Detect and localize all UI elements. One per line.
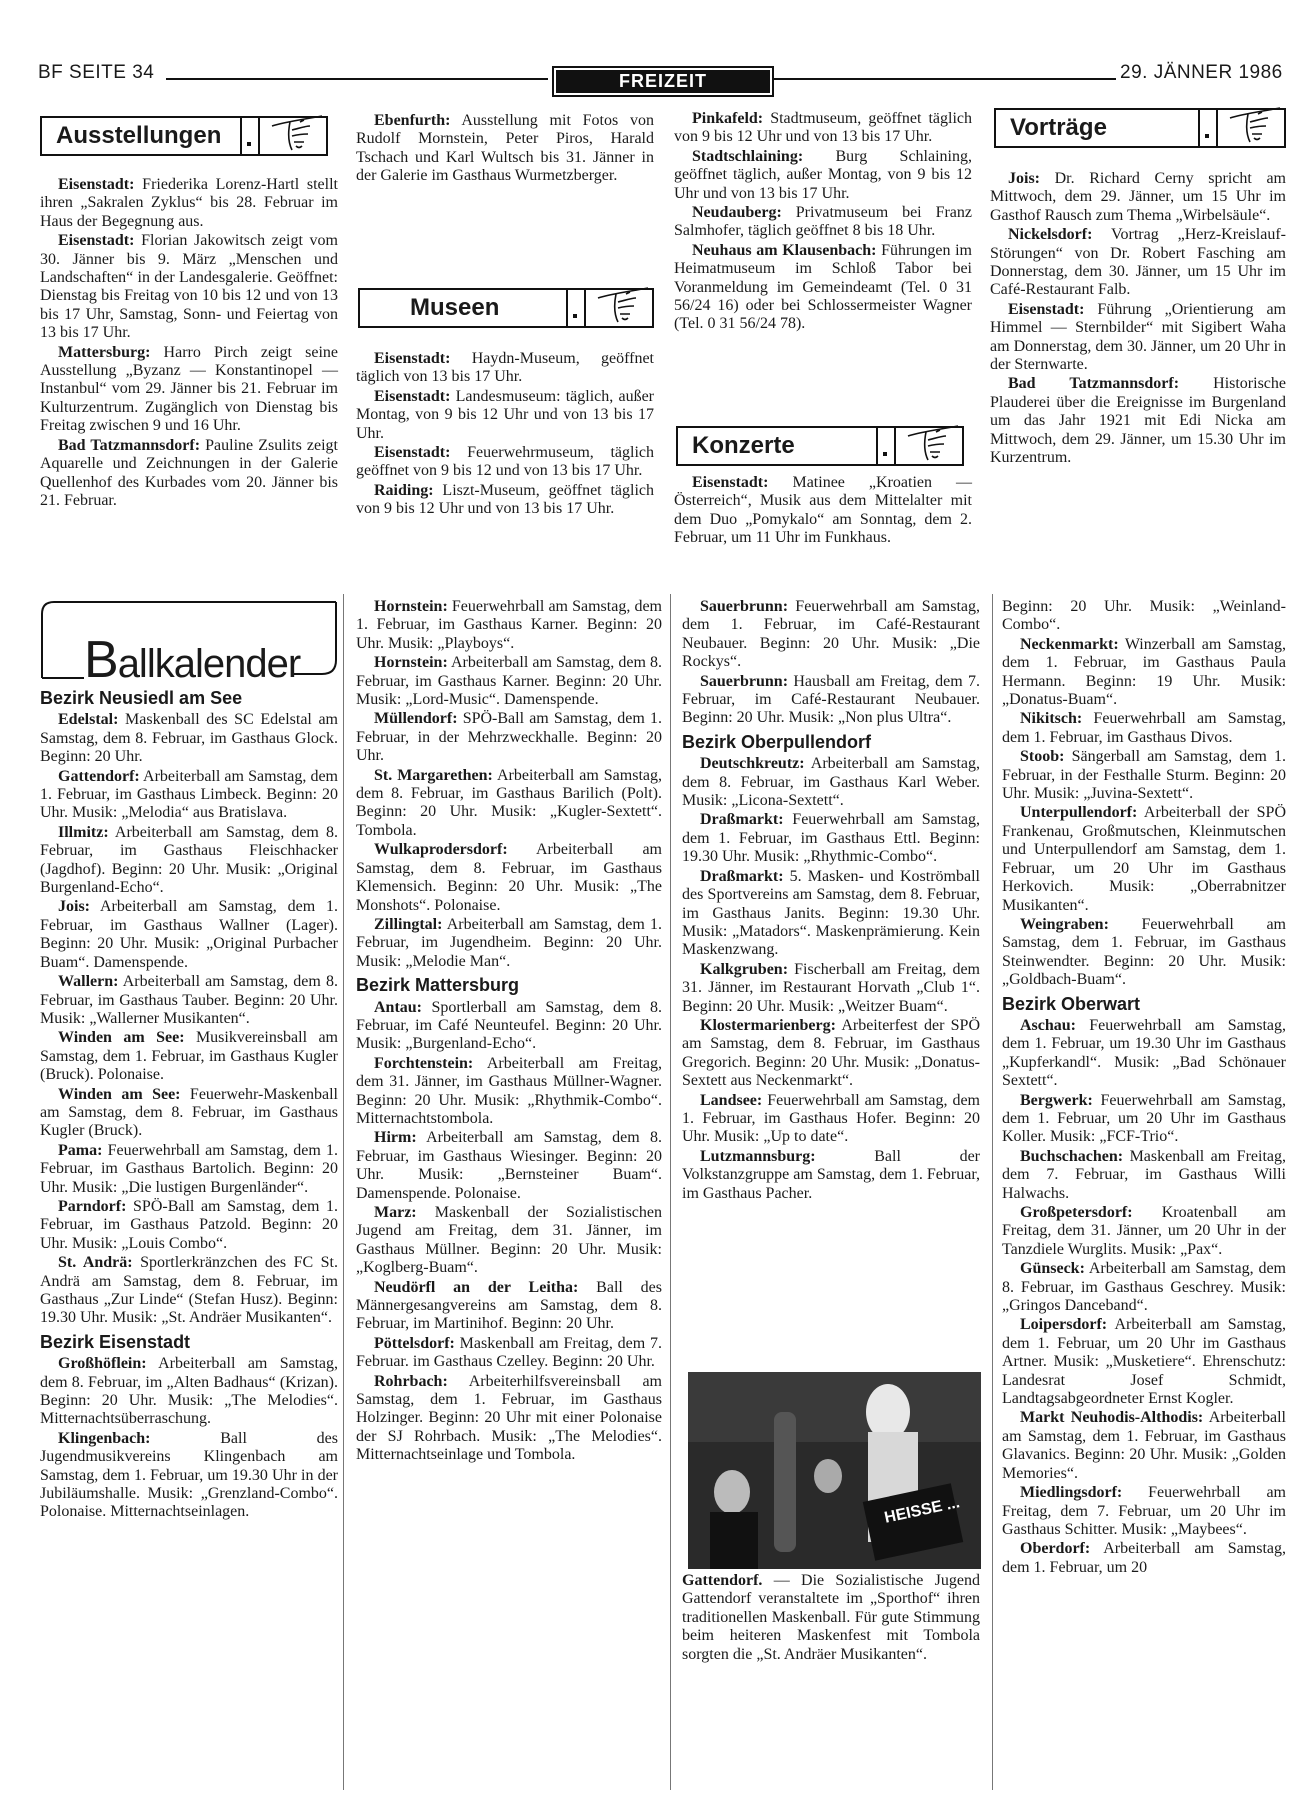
header-rule-left <box>166 78 548 80</box>
district-heading: Bezirk Neusiedl am See <box>40 688 243 708</box>
list-item: Klingenbach: Ball des Jugendmusikvereins Klingenbach am Samstag, dem 1. Februar, um 19.30 Uhr in der Jubiläumshalle. Musik: „Grenzland-Combo“. Polonaise. Mitternachtseinlagen. <box>40 1429 338 1521</box>
ballkalender-header <box>40 600 338 689</box>
section-title: Vorträge <box>1010 114 1107 141</box>
list-item: St. Margarethen: Arbeiterball am Samstag, dem 8. Februar, im Gasthaus Barilich (Polt). Beginn: 20 Uhr. Musik: „Kugler-Sextett“. Tombola. <box>356 766 662 839</box>
list-item: Neudauberg: Privatmuseum bei Franz Salmhofer, täglich geöffnet 8 bis 18 Uhr. <box>674 204 972 240</box>
photo-sign: HEISSE ... <box>882 1494 962 1527</box>
ball-column-4 <box>1002 598 1286 1578</box>
list-item: Buchschachen: Maskenball am Freitag, dem 7. Februar, im Gasthaus Willi Halwachs. <box>1002 1147 1286 1202</box>
list-item: Lutzmannsburg: Ball der Volkstanzgruppe am Samstag, dem 1. Februar, im Gasthaus Pacher. <box>682 1147 980 1202</box>
list-item: Landsee: Feuerwehrball am Samstag, dem 1. Februar, im Gasthaus Hofer. Beginn: 20 Uhr. Musik: „Up to date“. <box>682 1091 980 1146</box>
list-item: Eisenstadt: Matinee „Kroatien — Österreich“, Musik aus dem Mittelalter mit dem Duo „Pomykalo“ am Sonntag, dem 2. Februar, um 11 Uhr im Funkhaus. <box>674 474 972 547</box>
dot-box <box>876 428 894 464</box>
list-item: Neuhaus am Klausenbach: Führungen im Heimatmuseum im Schloß Tabor bei Voranmeldung im Gemeindeamt (Tel. 0 31 56/24 16) oder bei Schlossermeister Wagner (Tel. 0 31 56/24 78). <box>674 241 972 333</box>
list-item: Loipersdorf: Arbeiterball am Samstag, dem 1. Februar, um 20 Uhr im Gasthaus Artner. Musik: „Musketiere“. Ehrenschutz: Landesrat Josef Schmidt, Landtagsabgeordneter Ernst Kogler. <box>1002 1316 1286 1408</box>
dot-box <box>566 290 584 326</box>
list-item: Miedlingsdorf: Feuerwehrball am Freitag, dem 7. Februar, um 20 Uhr im Gasthaus Schitter. Musik: „Maybees“. <box>1002 1484 1286 1538</box>
issue-date: 29. JÄNNER 1986 <box>1120 62 1283 83</box>
list-item: Stadtschlaining: Burg Schlaining, geöffnet täglich, außer Montag, von 9 bis 12 Uhr und von 13 bis 17 Uhr. <box>674 147 972 202</box>
list-item: Oberdorf: Arbeiterball am Samstag, dem 1. Februar, um 20 <box>1002 1540 1286 1576</box>
list-item: Großpetersdorf: Kroatenball am Freitag, dem 31. Jänner, um 20 Uhr in der Tanzdiele Wurglits. Musik: „Pax“. <box>1002 1204 1286 1258</box>
list-item: Edelstal: Maskenball des SC Edelstal am Samstag, dem 8. Februar, im Gasthaus Glock. Beginn: 20 Uhr. <box>40 711 338 766</box>
list-item: Hornstein: Arbeiterball am Samstag, dem 8. Februar, im Gasthaus Karner. Beginn: 20 Uhr. Musik: „Lord-Music“. Damenspende. <box>356 654 662 709</box>
section-header-museen <box>358 288 654 328</box>
ball-column-2 <box>356 598 662 1466</box>
list-item: Stoob: Sängerball am Samstag, dem 1. Februar, in der Festhalle Sturm. Beginn: 20 Uhr. Musik: „Juvina-Sextett“. <box>1002 748 1286 803</box>
list-item: Bad Tatzmannsdorf: Pauline Zsulits zeigt Aquarelle und Zeichnungen in der Galerie Quellenhof des Kurbades vom 20. Jänner bis 21. Februar. <box>40 436 338 509</box>
list-item: Aschau: Feuerwehrball am Samstag, dem 1. Februar, um 19.30 Uhr im Gasthaus „Kupferkandl“. Musik: „Bad Schönauer Sextett“. <box>1002 1016 1286 1090</box>
list-item: Forchtenstein: Arbeiterball am Freitag, dem 31. Jänner, im Gasthaus Müllner-Wagner. Beginn: 20 Uhr. Musik: „Rhythmik-Combo“. Mitternachtstombola. <box>356 1054 662 1127</box>
rubric-box <box>552 66 774 97</box>
list-item: Eisenstadt: Florian Jakowitsch zeigt vom 30. Jänner bis 9. März „Menschen und Landschaften“ in der Landesgalerie. Geöffnet: Dienstag bis Freitag von 10 bis 12 und von 13 bis 17 Uhr, Samstag, Sonn- und Feiertag von 13 bis 17 Uhr. <box>40 232 338 342</box>
list-item: Jois: Arbeiterball am Samstag, dem 1. Februar, im Gasthaus Wallner (Lager). Beginn: 20 Uhr. Musik: „Original Purbacher Buam“. Damenspende. <box>40 898 338 971</box>
list-item: Großhöflein: Arbeiterball am Samstag, dem 8. Februar, im „Alten Badhaus“ (Krizan). Beginn: 20 Uhr. Musik: „The Melodies“. Mitternachtsüberraschung. <box>40 1355 338 1428</box>
list-item: Günseck: Arbeiterball am Samstag, dem 8. Februar, im Gasthaus Geschrey. Musik: „Gringos Danceband“. <box>1002 1260 1286 1315</box>
list-item: Unterpullendorf: Arbeiterball der SPÖ Frankenau, Großmutschen, Kleinmutschen und Unterpullendorf am Samstag, dem 1. Februar, um 20 Uhr im Gasthaus Herkovich. Musik: „Oberrabnitzer Musikanten“. <box>1002 804 1286 914</box>
pointing-hand-icon <box>258 118 326 154</box>
list-item: Bad Tatzmannsdorf: Historische Plauderei über die Ereignisse im Burgenland um das Jahr 1921 mit Edi Nicka am Mittwoch, dem 29. Jänner, um 15.30 Uhr im Kurzentrum. <box>990 375 1287 467</box>
section-title: Ausstellungen <box>56 122 222 149</box>
section-title: Museen <box>410 294 500 321</box>
list-item: Parndorf: SPÖ-Ball am Samstag, dem 1. Februar, im Gasthaus Patzold. Beginn: 20 Uhr. Musik: „Louis Combo“. <box>40 1197 338 1252</box>
list-item: Eisenstadt: Feuerwehrmuseum, täglich geöffnet von 9 bis 12 und von 13 bis 17 Uhr. <box>356 444 654 480</box>
konzerte-column <box>674 474 972 549</box>
rubric-label: FREIZEIT <box>619 71 707 91</box>
ballkalender-title: Ballkalender <box>84 631 301 689</box>
list-item: Illmitz: Arbeiterball am Samstag, dem 8. Februar, im Gasthaus Fleischhacker (Jagdhof). Beginn: 20 Uhr. Musik: „Original Burgenland-Echo“. <box>40 823 338 897</box>
list-item: Pama: Feuerwehrball am Samstag, dem 1. Februar, im Gasthaus Bartolich. Beginn: 20 Uhr. Musik: „Die lustigen Burgenländer“. <box>40 1141 338 1196</box>
section-header-konzerte <box>676 426 964 466</box>
list-item: Bergwerk: Feuerwehrball am Samstag, dem 1. Februar, um 20 Uhr im Gasthaus Koller. Musik: „FCF-Trio“. <box>1002 1091 1286 1146</box>
list-item: Winden am See: Musikvereinsball am Samstag, dem 1. Februar, im Gasthaus Kugler (Bruck). Polonaise. <box>40 1029 338 1084</box>
museen-column <box>356 350 654 520</box>
list-item: Wulkaprodersdorf: Arbeiterball am Samstag, dem 8. Februar, im Gasthaus Klemensich. Beginn: 20 Uhr. Musik: „The Monshots“. Polonaise. <box>356 841 662 914</box>
list-item: Eisenstadt: Führung „Orientierung am Himmel — Sternbilder“ mit Sigibert Waha am Donnerstag, dem 30. Jänner, um 20 Uhr in der Sternwarte. <box>990 300 1286 374</box>
district-heading: Bezirk Eisenstadt <box>40 1331 191 1352</box>
ausstellungen-column <box>40 176 338 511</box>
list-item: Sauerbrunn: Hausball am Freitag, dem 7. Februar, im Café-Restaurant Neubauer. Beginn: 20 Uhr. Musik: „Non plus Ultra“. <box>682 672 980 727</box>
list-item: Müllendorf: SPÖ-Ball am Samstag, dem 1. Februar, in der Mehrzweckhalle. Beginn: 20 Uhr. <box>356 710 662 765</box>
list-item: Draßmarkt: Feuerwehrball am Samstag, dem 1. Februar, im Gasthaus Ettl. Beginn: 19.30 Uhr. Musik: „Rhythmic-Combo“. <box>682 811 980 866</box>
list-item: Pöttelsdorf: Maskenball am Freitag, dem 7. Februar. im Gasthaus Czelley. Beginn: 20 Uhr. <box>356 1334 662 1371</box>
section-header-ausstellungen <box>40 116 328 156</box>
list-item: Weingraben: Feuerwehrball am Samstag, dem 1. Februar, im Gasthaus Steinwendter. Beginn: 20 Uhr. Musik: „Goldbach-Buam“. <box>1002 915 1286 989</box>
list-item: Jois: Dr. Richard Cerny spricht am Mittwoch, dem 29. Jänner, um 15 Uhr im Gasthof Rausch zum Thema „Wirbelsäule“. <box>990 170 1286 224</box>
district-heading: Bezirk Oberwart <box>1002 993 1141 1014</box>
list-item: Eisenstadt: Landesmuseum: täglich, außer Montag, von 9 bis 12 Uhr und von 13 bis 17 Uhr. <box>356 387 654 442</box>
column-divider <box>670 594 671 1790</box>
district-heading: Bezirk Mattersburg <box>356 975 520 996</box>
list-item: Nikitsch: Feuerwehrball am Samstag, dem 1. Februar, im Gasthaus Divos. <box>1002 710 1286 746</box>
event-photo <box>688 1372 981 1569</box>
pointing-hand-icon <box>584 290 652 326</box>
list-item: Nickelsdorf: Vortrag „Herz-Kreislauf-Störungen“ von Dr. Robert Fasching am Donnerstag, dem 30. Jänner, um 15 Uhr im Café-Restaurant Falb. <box>990 226 1286 299</box>
ausstellungen-continued-column <box>356 112 654 187</box>
page-number: BF SEITE 34 <box>38 62 155 83</box>
list-item: Hirm: Arbeiterball am Samstag, dem 8. Februar, im Gasthaus Wiesinger. Beginn: 20 Uhr. Musik: „Bernsteiner Buam“. Damenspende. Polonaise. <box>356 1129 662 1202</box>
dot-box <box>1198 110 1216 146</box>
photo-illustration <box>688 1372 981 1569</box>
column-divider <box>343 594 344 1790</box>
header-rule-right <box>774 78 1116 80</box>
pointing-hand-icon <box>894 428 962 464</box>
list-item: Beginn: 20 Uhr. Musik: „Weinland-Combo“. <box>1002 598 1286 634</box>
list-item: Eisenstadt: Haydn-Museum, geöffnet täglich von 13 bis 17 Uhr. <box>356 350 654 386</box>
list-item: St. Andrä: Sportlerkränzchen des FC St. Andrä am Samstag, dem 8. Februar, im Gasthaus „Zur Linde“ (Stefan Husz). Beginn: 19.30 Uhr. Musik: „St. Andräer Musikanten“. <box>40 1254 338 1327</box>
list-item: Rohrbach: Arbeiterhilfsvereinsball am Samstag, dem 1. Februar, im Gasthaus Holzinger. Beginn: 20 Uhr mit einer Polonaise der SJ Rohrbach. Musik: „The Melodies“. Mitternachtseinlage und Tombola. <box>356 1372 662 1464</box>
museen-continued-column <box>674 110 972 335</box>
dot-box <box>240 118 258 154</box>
ball-column-3 <box>682 598 980 1204</box>
list-item: Zillingtal: Arbeiterball am Samstag, dem 1. Februar, im Jugendheim. Beginn: 20 Uhr. Musik: „Melodie Man“. <box>356 915 662 970</box>
photo-caption: Gattendorf. — Die Sozialistische Jugend Gattendorf veranstaltete im „Sporthof“ ihren traditionellen Maskenball. Für gute Stimmung beim heiteren Maskenfest mit Tombola sorgten die „St. Andräer Musikanten“. <box>682 1572 980 1663</box>
list-item: Draßmarkt: 5. Masken- und Koströmball des Sportvereins am Samstag, dem 8. Februar, im Gasthaus Janits. Beginn: 19.30 Uhr. Musik: „Matadors“. Maskenprämierung. Kein Maskenzwang. <box>682 867 980 959</box>
list-item: Neudörfl an der Leitha: Ball des Männergesangvereins am Samstag, dem 8. Februar, im Martinihof. Beginn: 20 Uhr. <box>356 1278 662 1333</box>
list-item: Ebenfurth: Ausstellung mit Fotos von Rudolf Mornstein, Peter Piros, Harald Tschach und Karl Wultsch bis 31. Jänner in der Galerie im Gasthaus Wurmetzberger. <box>356 112 654 185</box>
ball-column-1 <box>40 684 338 1523</box>
vortraege-column <box>990 170 1286 469</box>
list-item: Hornstein: Feuerwehrball am Samstag, dem 1. Februar, im Gasthaus Karner. Beginn: 20 Uhr. Musik: „Playboys“. <box>356 598 662 652</box>
list-item: Deutschkreutz: Arbeiterball am Samstag, dem 8. Februar, im Gasthaus Karl Weber. Musik: „Licona-Sextett“. <box>682 755 980 810</box>
district-heading: Bezirk Oberpullendorf <box>682 731 872 752</box>
section-header-vortraege <box>994 108 1286 148</box>
list-item: Winden am See: Feuerwehr-Maskenball am Samstag, dem 8. Februar, im Gasthaus Kugler (Bruck). <box>40 1085 338 1140</box>
list-item: Wallern: Arbeiterball am Samstag, dem 8. Februar, im Gasthaus Tauber. Beginn: 20 Uhr. Musik: „Wallerner Musikanten“. <box>40 973 338 1027</box>
list-item: Gattendorf: Arbeiterball am Samstag, dem 1. Februar, im Gasthaus Limbeck. Beginn: 20 Uhr. Musik: „Melodia“ aus Bratislava. <box>40 767 338 822</box>
column-divider <box>992 594 993 1790</box>
list-item: Kalkgruben: Fischerball am Freitag, dem 31. Jänner, im Restaurant Horvath „Club 1“. Beginn: 20 Uhr. Musik: „Weitzer Buam“. <box>682 960 980 1015</box>
section-title: Konzerte <box>692 432 795 459</box>
list-item: Neckenmarkt: Winzerball am Samstag, dem 1. Februar, im Gasthaus Paula Hermann. Beginn: 19 Uhr. Musik: „Donatus-Buam“. <box>1002 635 1286 709</box>
list-item: Eisenstadt: Friederika Lorenz-Hartl stellt ihren „Sakralen Zyklus“ bis 28. Februar im Haus der Begegnung aus. <box>40 176 338 230</box>
list-item: Markt Neuhodis-Althodis: Arbeiterball am Samstag, dem 1. Februar, im Gasthaus Glavanics. Beginn: 20 Uhr. Musik: „Golden Memories“. <box>1002 1409 1286 1482</box>
list-item: Antau: Sportlerball am Samstag, dem 8. Februar, im Café Neunteufel. Beginn: 20 Uhr. Musik: „Burgenland-Echo“. <box>356 998 662 1053</box>
list-item: Klostermarienberg: Arbeiterfest der SPÖ am Samstag, dem 8. Februar, im Gasthaus Gregorich. Beginn: 20 Uhr. Musik: „Donatus-Sextett aus Neckenmarkt“. <box>682 1016 980 1090</box>
list-item: Mattersburg: Harro Pirch zeigt seine Ausstellung „Byzanz — Konstantinopel — Instanbul“ vom 29. Jänner bis 21. Februar im Kulturzentrum. Zugänglich von Dienstag bis Freitag zwischen 9 und 16 Uhr. <box>40 343 338 435</box>
list-item: Pinkafeld: Stadtmuseum, geöffnet täglich von 9 bis 12 Uhr und von 13 bis 17 Uhr. <box>674 110 972 146</box>
list-item: Sauerbrunn: Feuerwehrball am Samstag, dem 1. Februar, im Café-Restaurant Neubauer. Beginn: 20 Uhr. Musik: „Die Rockys“. <box>682 598 980 671</box>
list-item: Marz: Maskenball der Sozialistischen Jugend am Freitag, dem 31. Jänner, im Gasthaus Müllner. Beginn: 20 Uhr. Musik: „Koglberg-Buam“. <box>356 1204 662 1277</box>
pointing-hand-icon <box>1216 110 1284 146</box>
list-item: Raiding: Liszt-Museum, geöffnet täglich von 9 bis 12 Uhr und von 13 bis 17 Uhr. <box>356 481 654 518</box>
